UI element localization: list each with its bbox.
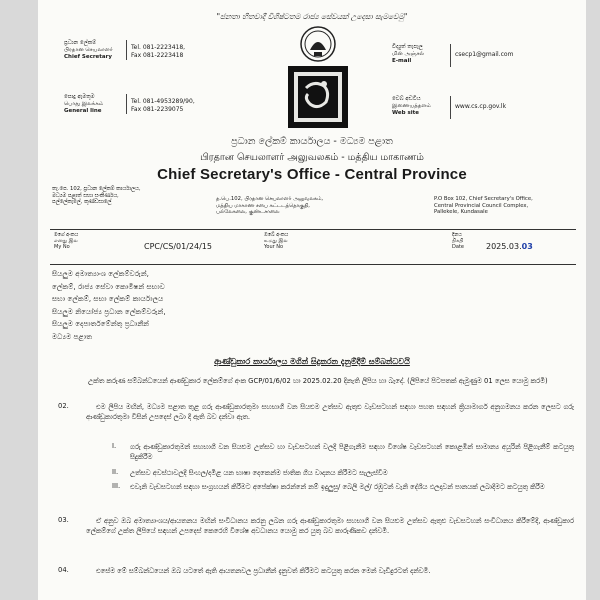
general-label-en: General line xyxy=(64,108,102,114)
date-label-si: දිනය xyxy=(452,232,462,238)
recipient-line: සියලුම අමාත්‍යාංශ ලේකම්වරුන්, xyxy=(52,269,149,278)
item-2-text: උත්සව අවස්ථාවලදී සිංහල/දමිළ යන භාෂා දෙකෙන්ම ජාතික ගීය වාදනය කිරීමට සැලැස්වීම xyxy=(130,469,388,477)
my-no-label xyxy=(54,232,78,250)
your-no-label xyxy=(264,232,288,250)
address-si-line: පල්ලේකැලේ, කුණ්ඩසාලේ xyxy=(52,199,112,205)
office-name-sinhala: ප්‍රධාන ලේකම් කාර්යාලය - මධ්‍යම පළාත xyxy=(231,136,393,147)
date-value xyxy=(486,242,533,251)
general-fax: Fax 081-2239075 xyxy=(131,106,184,113)
my-no-label-en: My No xyxy=(54,244,70,250)
office-name-tamil: பிரதான செயலாளர் அலுவலகம் - மத்திய மாகாணம் xyxy=(200,152,424,163)
recipient-line: සියලුම දෙපාර්තමේන්තු ප්‍රධානීන් xyxy=(52,319,150,328)
your-no-label-ta: உமது இல xyxy=(264,238,288,244)
office-name-english: Chief Secretary's Office - Central Province xyxy=(157,166,467,183)
paragraph-03-number: 03. xyxy=(58,516,69,524)
web-contact xyxy=(392,96,506,119)
web-label-en: Web site xyxy=(392,110,419,116)
item-1-text: ගරු ආණ්ඩුකාරතුමන් සහභාගී වන සියළුම උත්සව හා වැඩසටහන් වලදී පිළිගැනීම සඳහා විශේෂ වැඩසටහන් කොළඹින් සාමාන්‍ය අයුරින් පිළිගැනීම් කටයුතු සිදුකිරීම xyxy=(130,443,574,461)
web-value: www.cs.cp.gov.lk xyxy=(455,103,507,110)
secretary-label-si: ප්‍රධාන ලේකම් xyxy=(64,40,97,46)
reference-row xyxy=(38,232,586,262)
recipient-line: මධ්‍යම පළාත xyxy=(52,331,93,341)
secretary-label-ta: பிரதான செயலாளர் xyxy=(64,47,113,53)
address-en-line: P.O Box 102, Chief Secretary's Office, xyxy=(434,196,533,202)
secretary-label-en: Chief Secretary xyxy=(64,54,112,60)
email-value: csecp1@gmail.com xyxy=(455,51,514,58)
sri-lanka-emblem-icon xyxy=(268,22,368,134)
address-tamil xyxy=(216,196,356,216)
date-value-printed: 2025.03. xyxy=(486,242,522,251)
letter-subject: ආණ්ඩුකාර කාර්යාලය මගින් සිදුකරන දැනුම්දීම් සම්බන්ධවයි xyxy=(214,357,410,366)
secretary-tel: Tel. 081-2223418, xyxy=(131,44,186,51)
my-no-label-ta: எனது இல xyxy=(54,238,78,244)
address-en-line: Central Provincial Council Complex, xyxy=(434,202,529,209)
web-label-si: වෙබ් අඩවිය xyxy=(392,96,421,102)
paragraph-03: ඒ අනුව ඔබ අමාත්‍යාංශය/ආයතනය මඟින් සංවිධානය කරනු ලබන ගරු ආණ්ඩුකාරතුමා සහභාගී වන සියළුම උත්සව ඇතුළු වැඩසටහන් සංවිධානය කිරීමේදී, ආණ්ඩුකාර ලේකම්ගේ උක්ත ලිපියේ සඳහන් උපදෙස් කෙරෙහි විශේෂ අවධානය යොමු කර යුතු බව කාරුණිකව දන්වමි. xyxy=(86,517,574,535)
paragraph-intro: උක්ත කරුණ සම්බන්ධයෙන් ආණ්ඩුකාර ලේකම්ගේ අංක GCP/01/6/02 හා 2025.02.20 දිනැති ලිපිය හා බැදේ. (ලිපියේ පිටපතක් ඇමුණුම 01 ලෙස යොමු කරමි) xyxy=(88,377,548,385)
secretary-fax: Fax 081-2223418 xyxy=(131,52,184,59)
date-day-handwritten: 03 xyxy=(521,242,533,251)
my-no-value: CPC/CS/01/24/15 xyxy=(144,242,212,251)
item-1-number: I. xyxy=(112,442,117,450)
header-divider-top xyxy=(50,229,576,230)
my-no-label-si: මගේ අංකය xyxy=(54,232,79,238)
email-contact xyxy=(392,44,513,67)
item-3-number: III. xyxy=(112,482,121,490)
paragraph-02-number: 02. xyxy=(58,402,69,410)
general-tel: Tel. 081-4953289/90, xyxy=(131,98,195,105)
emblem xyxy=(268,22,368,134)
email-label-si: විද්‍යුත් තැපෑල xyxy=(392,44,423,50)
address-si-line: තැ.පෙ. 102, ප්‍රධාන ලේකම් කාර්යාලය, xyxy=(52,186,141,192)
general-label-ta: பொது இலக்கம் xyxy=(64,101,104,107)
address-ta-line: பல்லேகலை, குண்டசாலை xyxy=(216,209,280,215)
motto: "ජනතා හිතවාදී විශිෂ්ටතම රාජ්‍ය සේවයක් උදෙසා සැමවෙමු" xyxy=(216,12,408,21)
address-en-line: Pallekele, Kundasale xyxy=(434,209,488,215)
header-divider-bottom xyxy=(50,264,576,265)
date-label-ta: திகதி xyxy=(452,238,464,244)
recipient-line: සභා ලේකම්, සභා ලේකම් කාර්යාලය xyxy=(52,294,164,303)
your-no-label-si: ඔබේ අංකය xyxy=(264,232,289,238)
letter-page xyxy=(38,0,586,600)
paragraph-04-number: 04. xyxy=(58,566,69,574)
secretary-contact xyxy=(64,40,185,61)
recipient-line: ලේකම්, රාජ්‍ය සේවා කොමිෂන් සභාව xyxy=(52,281,165,291)
address-english xyxy=(434,196,584,216)
date-label-en: Date xyxy=(452,244,464,250)
recipients-block xyxy=(52,268,166,343)
web-label-ta: இணையத்தளம் xyxy=(392,103,431,109)
paragraph-02: එම ලිපිය මඟින්, මධ්‍යම පළාත තුළ ගරු ආණ්ඩුකාරතුමා සහභාගී වන සියළුම උත්සව ඇතුළු වැඩසටහන් සඳහා පහත සඳහන් ක්‍රියාමාර්ග අනුගමනය කරන ලෙසට ගරු ආණ්ඩුකාරතුමා විසින් උපදෙස් ලබා දී ඇති බව දන්වා ඇත. xyxy=(86,403,574,421)
address-ta-line: த.பெ.102, பிரதான செயலாளர் அலுவலகம், xyxy=(216,196,324,202)
your-no-label-en: Your No xyxy=(264,244,284,250)
address-sinhala xyxy=(52,186,152,206)
item-3-text: එවැනි වැඩසටහන් සඳහා සංග්‍රහයන් කිරීමට අපේක්ෂා කරන්නේ නම් ඉදුලුසු/ බෙලි මල්/ රඹුටන් වැනි දේශීය ඵලදාවන් පානයක් ලබාදීමට කටයුතු කිරීම xyxy=(130,483,545,491)
recipient-line: සියලුම නියෝජ්‍ය ප්‍රධාන ලේකම්වරුන්, xyxy=(52,306,166,316)
address-si-line: මධ්‍යම පළාත් සභා සංකීර්ණය, xyxy=(52,192,119,199)
general-label-si: පොදු ඇමතුම xyxy=(64,94,95,100)
email-label-ta: மின் அஞ்சல் xyxy=(392,51,425,57)
date-label xyxy=(452,232,464,250)
address-ta-line: மத்திய மாகாண சபை கட்டடத்தொகுதி, xyxy=(216,202,310,209)
item-2-number: II. xyxy=(112,468,119,476)
email-label-en: E-mail xyxy=(392,58,412,64)
paragraph-04: එසේම මේ සම්බන්ධයෙන් ඔබ යටතේ ඇති ආයතනවල ප්‍රධානීන් දැනුවත් කිරීමට කටයුතු කරන මෙන් වැඩිදුරටත් දන්වමි. xyxy=(96,567,431,575)
general-contact xyxy=(64,94,195,115)
